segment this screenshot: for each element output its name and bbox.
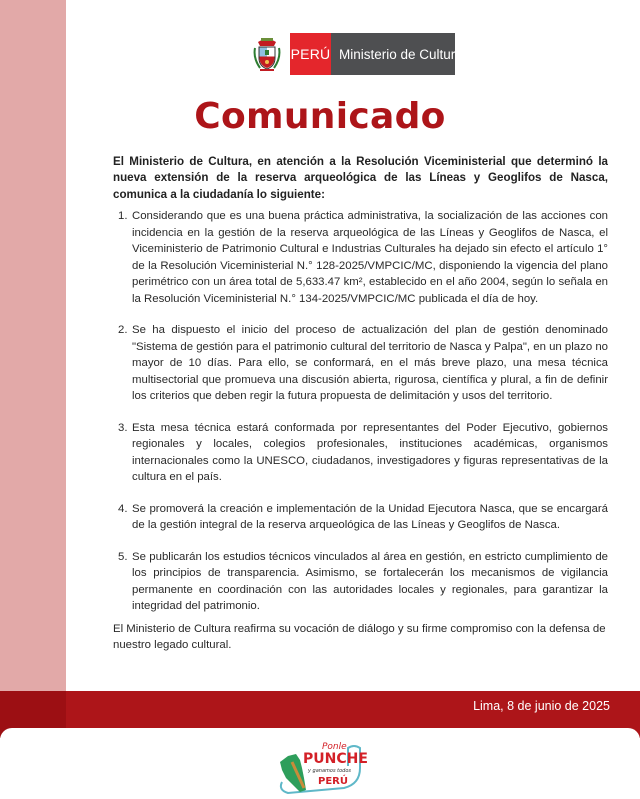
campaign-line4: PERÚ [318, 776, 348, 787]
list-item [118, 208, 608, 307]
campaign-line2: PUNCHE [303, 751, 368, 767]
page-title: Comunicado [194, 96, 446, 137]
item-text: Esta mesa técnica estará conformada por representantes del Poder Ejecutivo, gobiernos regionales y locales, colegios profesionales, instituciones académicas, organismos internacionales como la UNESCO, ciudadanos, investigadores y figuras representativas de la cultura en el país. [132, 421, 608, 483]
item-text: Se publicarán los estudios técnicos vinculados al área en gestión, en estricto cumplimiento de los principios de transparencia. Asimismo, se fortalecerán los mecanismos de vigilancia permanente en coordinación con las autoridades locales y regionales, para garantizar la integridad del patrimonio. [132, 550, 608, 612]
statement-list [118, 208, 608, 615]
peru-label: PERÚ [290, 33, 331, 75]
list-item [118, 549, 608, 615]
item-number: 1. [118, 210, 128, 222]
date-label: Lima, 8 de junio de 2025 [473, 699, 610, 713]
peru-coat-of-arms-icon [252, 34, 282, 74]
ministry-label: Ministerio de Cultura [331, 33, 455, 75]
item-text: Considerando que es una buena práctica administrativa, la socialización de las acciones con incidencia en la gestión de la reserva arqueológica de las Líneas y Geoglifos de Nasca, el Viceministerio de Patrimonio Cultural e Industrias Culturales ha dejado sin efecto el artículo 1° de la Resolución Viceministerial N.° 128-2025/VMPCIC/MC, disponiendo la vigencia del plano perimétrico con un área total de 5,633.47 km², establecido en el año 2004, según lo señala en la Resolución Viceministerial N.° 134-2025/VMPCIC/MC publicada el día de hoy. [132, 210, 608, 305]
intro-paragraph: El Ministerio de Cultura, en atención a la Resolución Viceministerial que determinó la nueva extensión de la reserva arqueológica de las Líneas y Geoglifos de Nasca, comunica a la ciudadanía lo siguiente: [113, 155, 608, 201]
campaign-line3: y ganamos todos [308, 768, 352, 774]
list-item [118, 420, 608, 486]
item-text: Se ha dispuesto el inicio del proceso de actualización del plan de gestión denominado "Sistema de gestión para el patrimonio cultural del territorio de Nasca y Palpa", en un plazo no mayor de 10 días. Para ello, se conformará, en el más breve plazo, una mesa técnica multisectorial que promueva una discusión abierta, rigurosa, científica y plural, a fin de definir los criterios que deben regir la futura propuesta de delimitación y usos del territorio. [132, 324, 608, 402]
list-item [118, 501, 608, 534]
item-text: Se promoverá la creación e implementación de la Unidad Ejecutora Nasca, que se encargará de la gestión integral de la reserva arqueológica de las Líneas y Geoglifos de Nasca. [132, 502, 608, 531]
list-item [118, 322, 608, 405]
closing-paragraph: El Ministerio de Cultura reafirma su vocación de diálogo y su firme compromiso con la defensa de nuestro legado cultural. [113, 623, 606, 651]
campaign-line1: Ponle [322, 742, 347, 752]
item-number: 3. [118, 421, 128, 434]
item-number: 2. [118, 324, 128, 336]
ministry-logo [252, 33, 463, 75]
ponle-punche-logo [274, 738, 369, 798]
item-number: 4. [118, 502, 128, 515]
item-number: 5. [118, 550, 128, 563]
